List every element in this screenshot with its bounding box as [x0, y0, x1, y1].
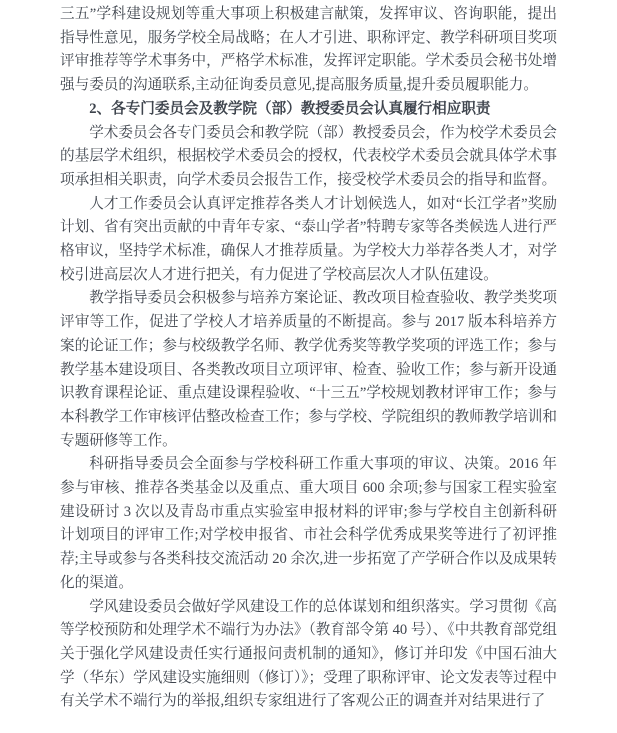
- paragraph-academic-duties-continuation: 三五”学科建设规划等重大事项上积极建言献策，发挥审议、咨询职能，提出指导性意见，服务学校全局战略；在人才引进、职称评定、教学科研项目奖项评审推荐等学术事务中，严格学术标准，发挥评定职能。学术委员会秘书处增强与委员的沟通联系,主动征询委员意见,提高服务质量,提升委员履职能力。: [60, 6, 557, 94]
- section-heading-special-committees: 2、各专门委员会及教学院（部）教授委员会认真履行相应职责: [89, 100, 491, 117]
- paragraph-committee-organization: 学术委员会各专门委员会和教学院（部）教授委员会，作为校学术委员会的基层学术组织，根据校学术委员会的授权，代表校学术委员会就具体学术事项承担相关职责，向学术委员会报告工作，接受校学术委员会的指导和监督。: [60, 124, 557, 188]
- document-page: [60, 3, 557, 714]
- paragraph-teaching-guidance-committee: 教学指导委员会积极参与培养方案论证、教改项目检查验收、教学类奖项评审等工作，促进了学校人才培养质量的不断提高。参与 2017 版本科培养方案的论证工作；参与校级教学名师、教学优秀奖等教学奖项的评选工作；参与教学基本建设项目、各类教改项目立项评审、检查、验收工作；参与新开设通识教育课程论证、重点建设课程验收、“十三五”学校规划教材评审工作；参与本科教学工作审核评估整改检查工作；参与学校、学院组织的教师教学培训和专题研修等工作。: [60, 290, 557, 449]
- paragraph-talent-work-committee: 人才工作委员会认真评定推荐各类人才计划候选人，如对“长江学者”奖励计划、省有突出贡献的中青年专家、“泰山学者”特聘专家等各类候选人进行严格审议，坚持学术标准，确保人才推荐质量。为学校大力举荐各类人才，对学校引进高层次人才进行把关，有力促进了学校高层次人才队伍建设。: [60, 195, 557, 283]
- paragraph-research-guidance-committee: 科研指导委员会全面参与学校科研工作重大事项的审议、决策。2016 年参与审核、推荐各类基金以及重点、重大项目 600 余项;参与国家工程实验室建设研讨 3 次以及青岛市重点实验室申报材料的评审;参与学校自主创新科研计划项目的评审工作;对学校申报省、市社会科学优秀成果奖等进行了初评推荐;主导或参与各类科技交流活动 20 余次,进一步拓宽了产学研合作以及成果转化的渠道。: [60, 456, 557, 591]
- paragraph-academic-style-committee: 学风建设委员会做好学风建设工作的总体谋划和组织落实。学习贯彻《高等学校预防和处理学术不端行为办法》（教育部令第 40 号）、《中共教育部党组关于强化学风建设责任实行通报问责机制的通知》，修订并印发《中国石油大学（华东）学风建设实施细则（修订）》；受理了职称评审、论文发表等过程中有关学术不端行为的举报,组织专家组进行了客观公正的调查并对结果进行了: [60, 598, 557, 710]
